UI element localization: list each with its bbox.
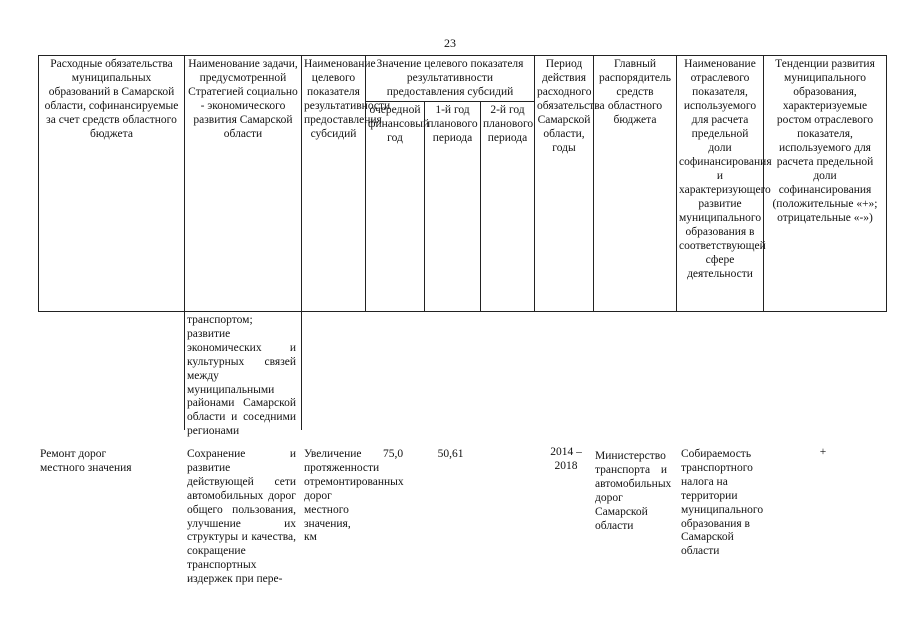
row-value-current: 75,0 bbox=[382, 448, 404, 460]
header-plan-year-1: 1-й год планового периода bbox=[425, 102, 481, 312]
header-sector-indicator: Наименование отраслевого показателя, используемого для расчета предельной доли софинансирования и характеризующего развитие муниципального образования в соответствующей сфере деятельности bbox=[677, 56, 764, 312]
header-development-trend: Тенденции развития муниципального образования, характеризуемые ростом отраслевого показателя, используемого для расчета предельной доли софинансирования (положительные «+»; отрицательные «-») bbox=[764, 56, 887, 312]
page-number: 23 bbox=[444, 36, 456, 50]
header-table bbox=[38, 55, 887, 312]
header-target-indicator: Наименование целевого показателя результативности предоставления субсидий bbox=[302, 56, 366, 312]
row-trend: + bbox=[819, 446, 827, 458]
row-sector-indicator: Собираемость транспортного налога на территории муниципального образования в Самарской области bbox=[681, 448, 764, 558]
row-budget-manager: Министерство транспорта и автомобильных дорог Самарской области bbox=[595, 450, 672, 532]
row-period: 2014 – 2018 bbox=[550, 446, 582, 472]
continuation-left-border bbox=[184, 312, 185, 430]
header-current-year: очередной финансовый год bbox=[366, 102, 425, 312]
header-strategy-task: Наименование задачи, предусмотренной Стратегией социально - экономического развития Самарской области bbox=[185, 56, 302, 312]
header-indicator-values: Значение целевого показателя результативности предоставления субсидий bbox=[366, 56, 535, 102]
row-indicator: Увеличение протяженности отремонтированных дорог местного значения, км bbox=[304, 448, 404, 544]
header-budget-manager: Главный распорядитель средств областного бюджета bbox=[594, 56, 677, 312]
row-value-plan-1: 50,61 bbox=[437, 448, 464, 460]
row-task: Сохранение и развитие действующей сети автомобильных дорог общего пользования, улучшение их структуры и качества, сокращение транспортных издержек при пере- bbox=[187, 448, 296, 586]
header-plan-year-2: 2-й год планового периода bbox=[481, 102, 535, 312]
header-obligations: Расходные обязательства муниципальных образований в Самарской области, софинансируемые за счет средств областного бюджета bbox=[39, 56, 185, 312]
continuation-right-border bbox=[301, 312, 302, 430]
row-obligation: Ремонт дорог местного значения bbox=[40, 448, 132, 474]
continuation-task-text: транспортом; развитие экономических и культурных связей между муниципальными районами Самарской области и соседними регионами bbox=[187, 314, 296, 438]
header-period: Период действия расходного обязательства Самарской области, годы bbox=[535, 56, 594, 312]
